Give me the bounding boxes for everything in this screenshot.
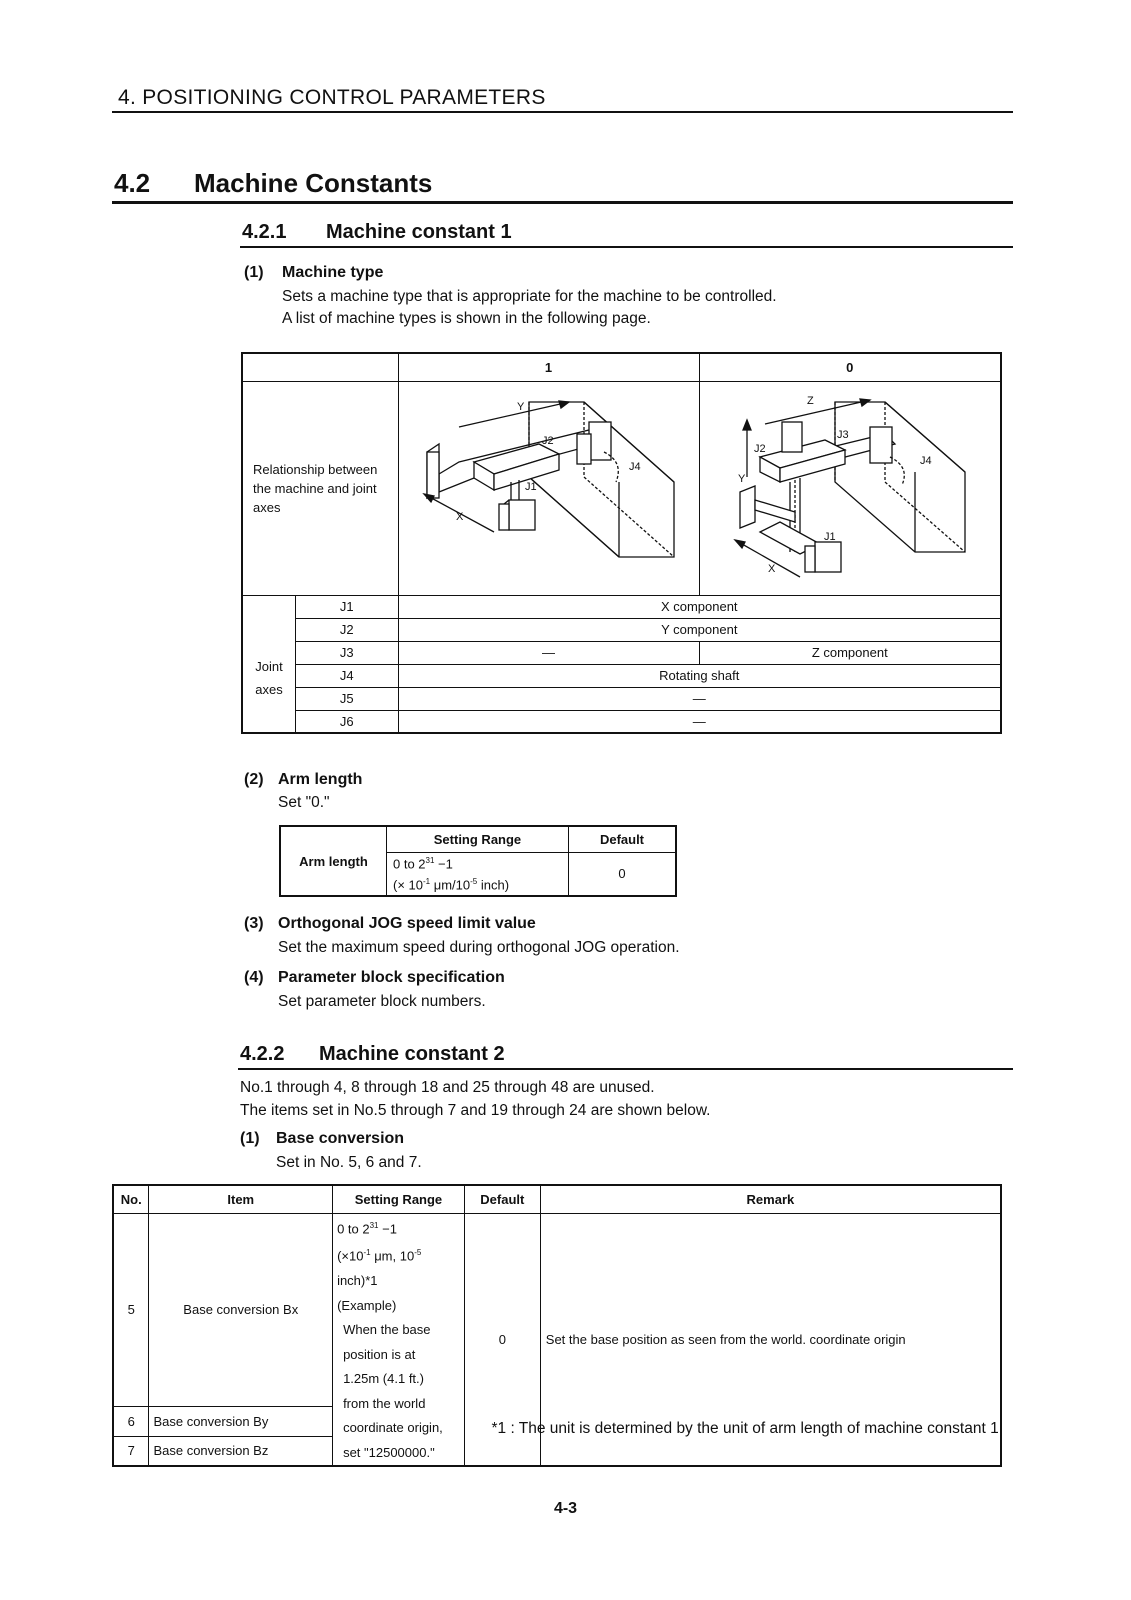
sub2-line-1: No.1 through 4, 8 through 18 and 25 through 48 are unused.	[240, 1079, 655, 1096]
arm-range-line-2: (× $10^{-1}$ $\mu m/10^{-5}$ inch)	[386, 874, 568, 896]
arm-range-line-1: 0 to $2^{31} -1$	[386, 852, 568, 874]
fig1-label-j2: J2	[541, 435, 554, 447]
row-7-item: Base conversion Bz	[149, 1436, 333, 1466]
machine-figure-0	[699, 381, 1001, 595]
row-5-no: 5	[113, 1213, 149, 1406]
item1-line-1: Sets a machine type that is appropriate for the machine to be controlled.	[282, 288, 777, 305]
range-line-3: (Example)	[337, 1297, 397, 1313]
header-range: Setting Range	[333, 1185, 465, 1213]
joint-axes-label-2: axes	[255, 681, 283, 697]
fig0-label-j4: J4	[919, 455, 932, 467]
row-7-no: 7	[113, 1436, 149, 1466]
arm-length-table	[279, 825, 677, 897]
joint-j1: J1	[296, 595, 398, 618]
figure-1-svg	[399, 382, 699, 594]
base-default: 0	[464, 1213, 540, 1466]
item1-label: (1)	[244, 264, 264, 281]
running-header: 4. POSITIONING CONTROL PARAMETERS	[118, 86, 546, 109]
joint-j6-value: —	[398, 710, 1001, 733]
item2-line: Set "0."	[278, 794, 330, 811]
arm-header-default: Default	[568, 826, 676, 852]
header-no: No.	[113, 1185, 149, 1213]
header-remark: Remark	[540, 1185, 1001, 1213]
arm-header-range: Setting Range	[386, 826, 568, 852]
item4-label: (4)	[244, 969, 264, 986]
machine-figure-1	[398, 381, 699, 595]
base-range-cell	[333, 1213, 465, 1466]
fig0-label-y: Y	[737, 473, 745, 485]
range-line-4: When the base	[343, 1322, 431, 1338]
item1-title: Machine type	[282, 264, 384, 281]
range-line-7: from the world	[343, 1395, 426, 1411]
sub2-number: 4.2.2	[240, 1043, 285, 1065]
item4-line: Set parameter block numbers.	[278, 993, 486, 1010]
joint-j4-value: Rotating shaft	[398, 664, 1001, 687]
sub1-rule	[240, 246, 1013, 248]
sub2-line-2: The items set in No.5 through 7 and 19 through 24 are shown below.	[240, 1102, 711, 1119]
joint-j2: J2	[296, 618, 398, 641]
item3-line: Set the maximum speed during orthogonal JOG operation.	[278, 939, 680, 956]
fig1-label-j4: J4	[628, 461, 641, 473]
item2-title: Arm length	[278, 771, 363, 788]
joint-j4: J4	[296, 664, 398, 687]
joint-j1-value: X component	[398, 595, 1001, 618]
range-line-9: set "12500000."	[343, 1444, 435, 1460]
machine-type-table	[241, 352, 1002, 734]
page-number: 4-3	[553, 1500, 578, 1517]
relationship-label: Relationship between the machine and joint axes	[242, 381, 398, 595]
fig1-label-y: Y	[516, 401, 524, 413]
joint-j3: J3	[296, 641, 398, 664]
sub2-item1-label: (1)	[240, 1130, 260, 1147]
range-line-1: 0 to $2^{31} -1$	[337, 1220, 397, 1236]
sub1-number: 4.2.1	[242, 221, 287, 243]
joint-axes-label-1: Joint	[255, 658, 283, 674]
figure-0-svg	[700, 382, 1000, 594]
fig0-label-x: X	[767, 563, 775, 575]
row-6-item: Base conversion By	[149, 1406, 333, 1436]
item2-label: (2)	[244, 771, 264, 788]
fig0-frame	[835, 402, 965, 552]
joint-j6: J6	[296, 710, 398, 733]
table-row	[113, 1213, 1001, 1406]
range-line-8: coordinate origin,	[343, 1420, 443, 1436]
fig1-label-x: X	[455, 511, 463, 523]
item3-title: Orthogonal JOG speed limit value	[278, 915, 536, 932]
item1-line-2: A list of machine types is shown in the following page.	[282, 310, 651, 327]
fig0-label-z: Z	[806, 395, 814, 407]
item3-label: (3)	[244, 915, 264, 932]
section-number: 4.2	[114, 168, 151, 198]
header-default: Default	[464, 1185, 540, 1213]
sub2-title: Machine constant 2	[319, 1043, 505, 1065]
joint-j5: J5	[296, 687, 398, 710]
header-item: Item	[149, 1185, 333, 1213]
section-title: Machine Constants	[194, 168, 433, 198]
range-line-2: ($\times 10^{-1}$ μm, $10^{-5}$ inch)*1	[337, 1248, 422, 1289]
joint-j3-value-0: Z component	[699, 641, 1001, 664]
fig1-tool	[509, 500, 535, 530]
type-col-1: 1	[398, 353, 699, 381]
fig1-label-j1: J1	[524, 481, 537, 493]
fig0-tool	[815, 542, 841, 572]
joint-axes-label	[242, 595, 296, 733]
sub2-item1-title: Base conversion	[276, 1130, 405, 1147]
fig1-joint-block	[589, 422, 611, 460]
sub2-rule	[238, 1068, 1013, 1070]
fig0-label-j1: J1	[823, 531, 836, 543]
row-5-item: Base conversion Bx	[149, 1213, 333, 1406]
joint-j3-value-1: —	[398, 641, 699, 664]
base-remark: Set the base position as seen from the world. coordinate origin	[540, 1213, 1001, 1466]
item4-title: Parameter block specification	[278, 969, 505, 986]
fig0-label-j3: J3	[836, 429, 849, 441]
joint-j2-value: Y component	[398, 618, 1001, 641]
arm-default-value: 0	[568, 852, 676, 896]
fig0-label-j2: J2	[753, 443, 766, 455]
type-col-0: 0	[699, 353, 1001, 381]
sub2-item1-line: Set in No. 5, 6 and 7.	[276, 1154, 422, 1171]
arm-length-row-label: Arm length	[280, 826, 386, 896]
range-line-5: position is at	[343, 1346, 416, 1362]
row-6-no: 6	[113, 1406, 149, 1436]
fig0-column-top	[782, 422, 802, 452]
header-rule	[112, 111, 1013, 113]
range-line-6: 1.25m (4.1 ft.)	[343, 1371, 424, 1387]
joint-j5-value: —	[398, 687, 1001, 710]
sub1-title: Machine constant 1	[326, 221, 512, 243]
footnote: *1 : The unit is determined by the unit of arm length of machine constant 1.	[491, 1420, 1003, 1437]
section-rule	[112, 201, 1013, 204]
